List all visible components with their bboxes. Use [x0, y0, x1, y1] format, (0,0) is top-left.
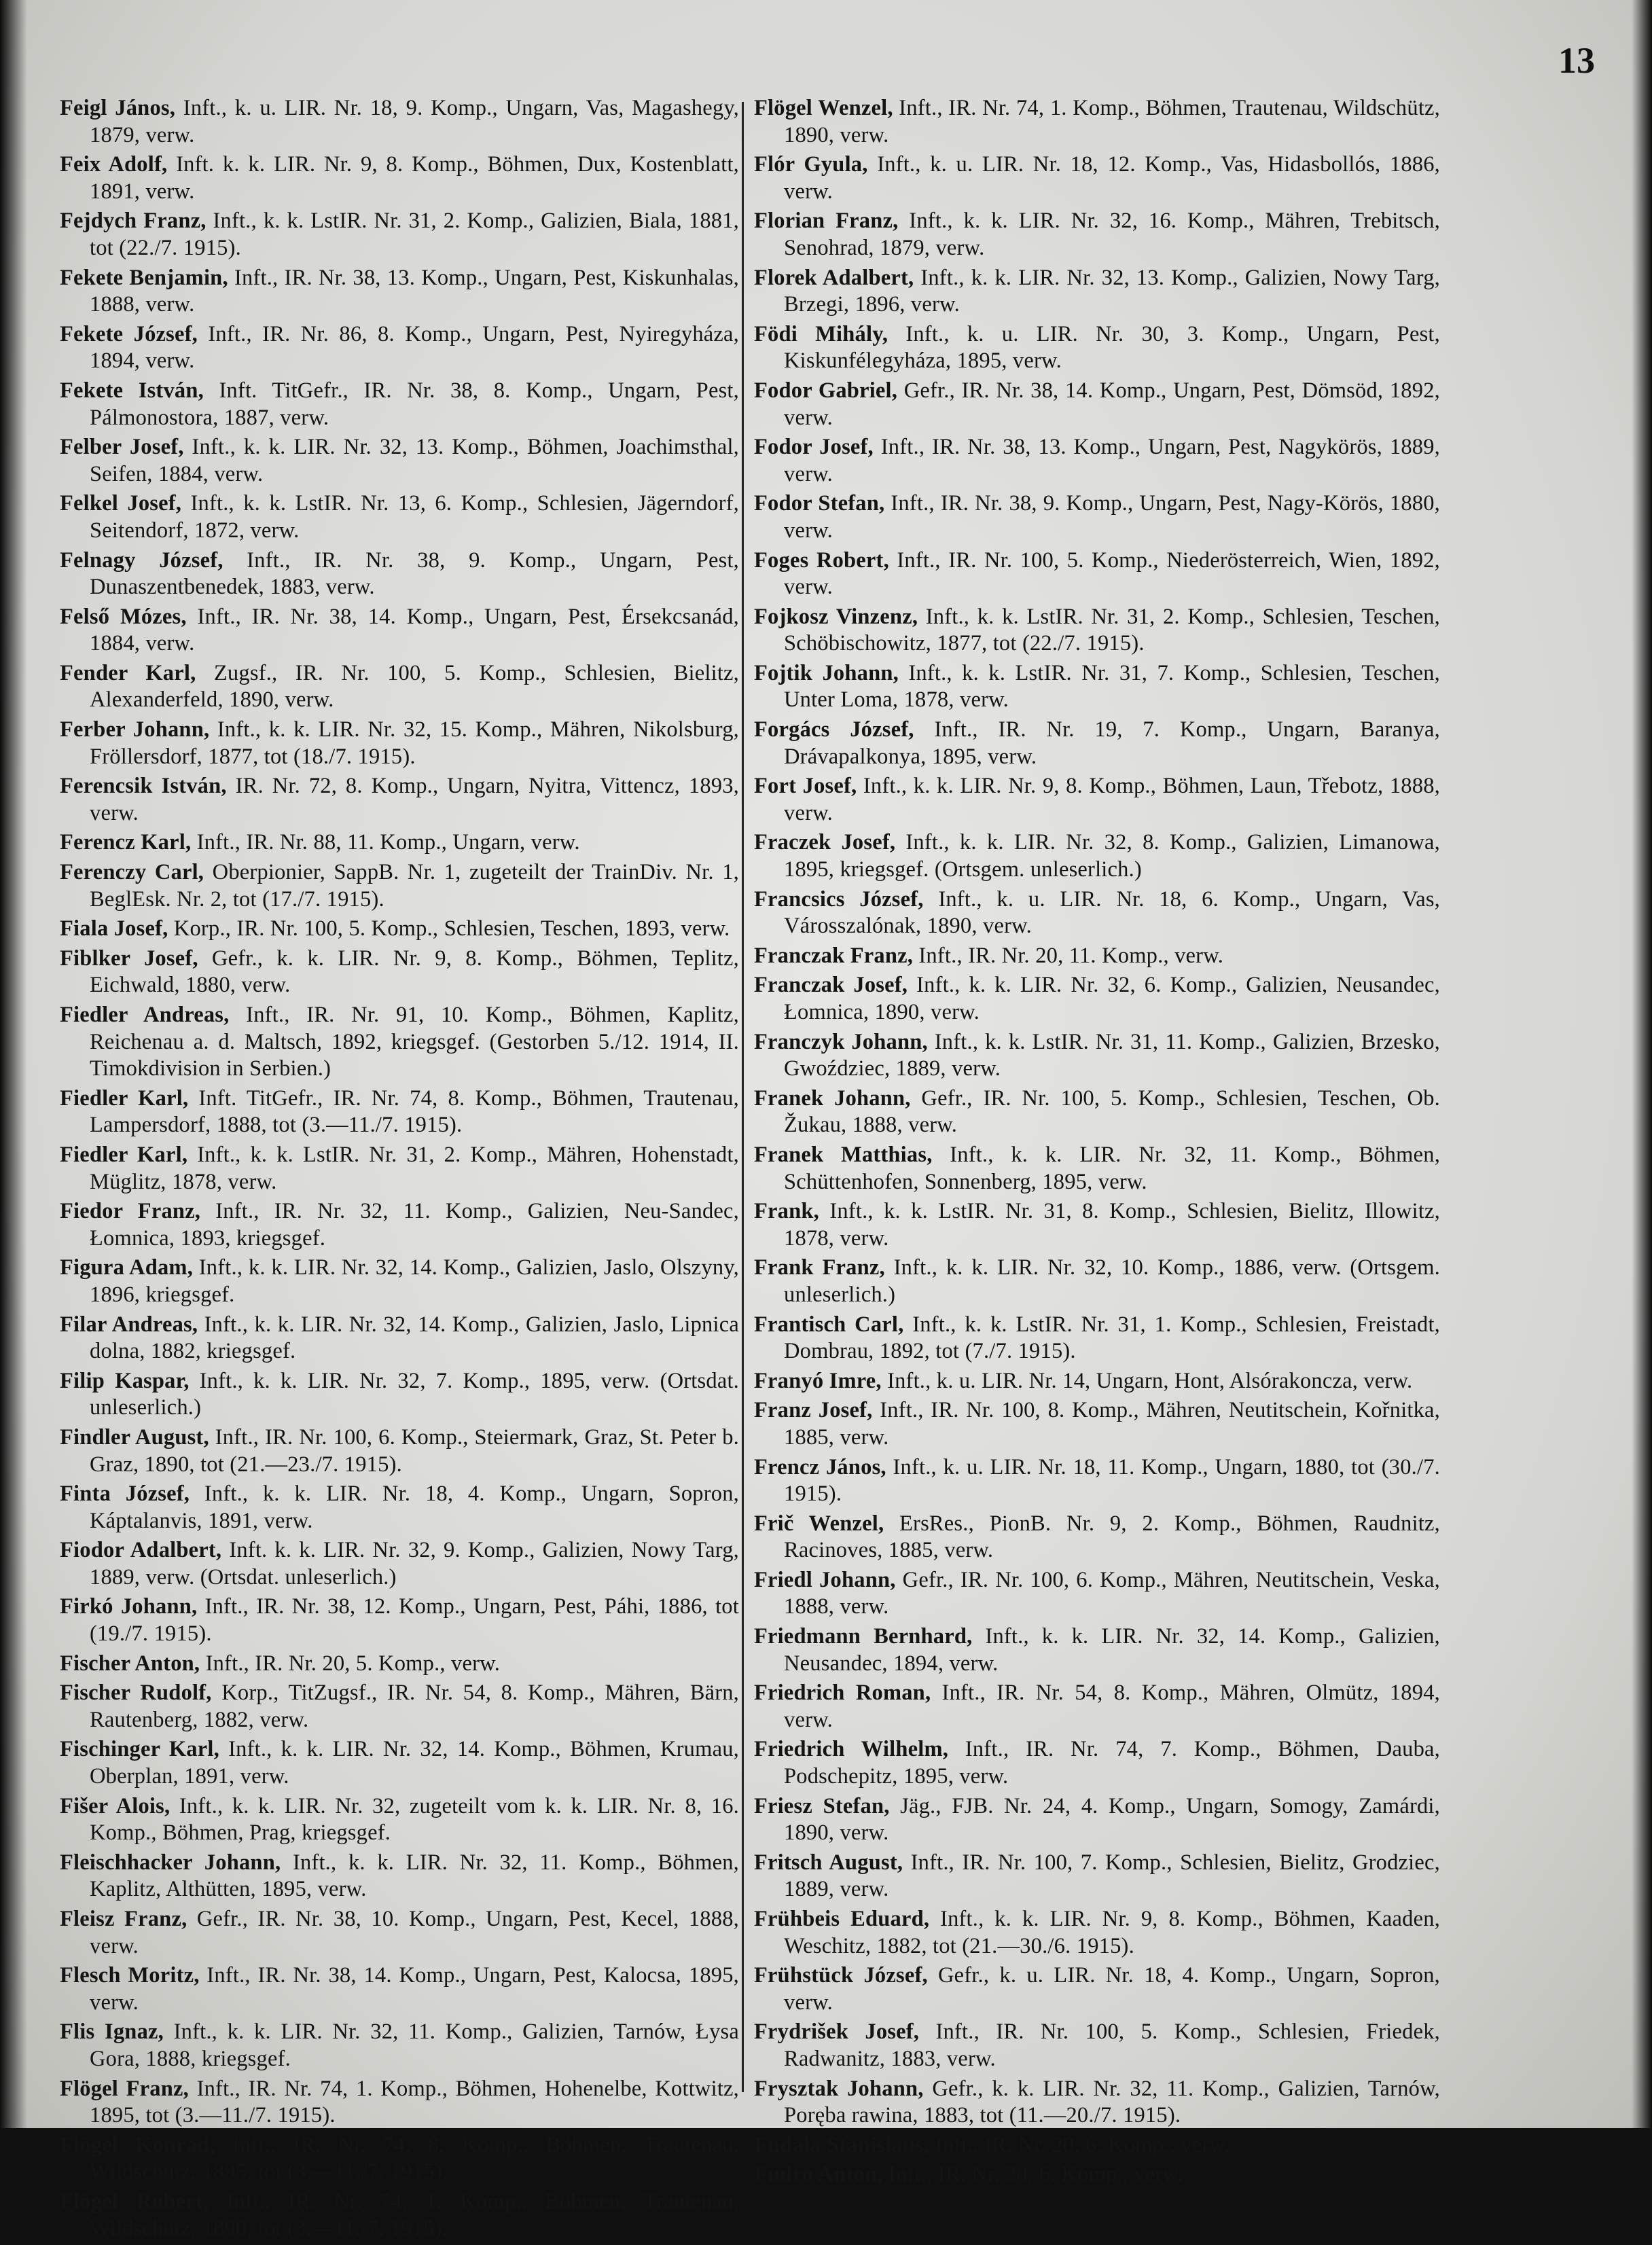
- entry-details: IR. Nr. 72, 8. Komp., Ungarn, Nyitra, Vittencz, 1893, verw.: [90, 774, 739, 825]
- entry-details: Inft., IR. Nr. 74, 1. Komp., Böhmen, Trautenau, Wildschütz, 1890, tot (3.—11./7. 1915).: [90, 2189, 739, 2241]
- roster-entry: [754, 1511, 1440, 1564]
- entry-details: Inft., k. k. LstIR. Nr. 31, 7. Komp., Schlesien, Teschen, Unter Loma, 1878, verw.: [784, 660, 1440, 713]
- entry-name: Fudro Anton,: [754, 2162, 883, 2187]
- roster-entry: [60, 1481, 739, 1534]
- entry-details: Inft., IR. Nr. 38, 9. Komp., Ungarn, Pest, Nagy-Körös, 1880, verw.: [784, 491, 1440, 543]
- entry-details: Inft., IR. Nr. 100, 8. Komp., Mähren, Neutitschein, Kořnitka, 1885, verw.: [784, 1398, 1441, 1450]
- entry-name: Ferber Johann,: [60, 717, 210, 742]
- roster-entry: [754, 1397, 1440, 1451]
- entry-name: Fritsch August,: [754, 1850, 903, 1875]
- roster-entry: [60, 946, 739, 999]
- roster-entry: [754, 378, 1440, 431]
- entry-details: Inft., k. k. LIR. Nr. 32, zugeteilt vom k. k. LIR. Nr. 8, 16. Komp., Böhmen, Prag, kriegsgef.: [90, 1793, 740, 1846]
- roster-entry: [754, 1906, 1440, 1960]
- roster-entry: [754, 1567, 1440, 1621]
- entry-name: Franczak Josef,: [754, 973, 908, 998]
- entry-name: Fiblker Josef,: [60, 946, 198, 971]
- roster-entry: [754, 1793, 1440, 1847]
- entry-details: Inft., IR. Nr. 88, 11. Komp., Ungarn, verw.: [191, 830, 580, 855]
- entry-name: Franz Josef,: [754, 1398, 873, 1423]
- roster-entry: [60, 1424, 739, 1478]
- entry-details: Inft., k. k. LIR. Nr. 32, 10. Komp., 1886, verw. (Ortsgem. unleserlich.): [784, 1255, 1441, 1307]
- entry-details: Inft., k. k. LstIR. Nr. 31, 2. Komp., Schlesien, Teschen, Schöbischowitz, 1877, tot (22./7. 1915).: [784, 604, 1441, 656]
- roster-entry: [60, 1651, 739, 1678]
- entry-name: Fischer Anton,: [60, 1651, 200, 1676]
- entry-name: Frank,: [754, 1199, 820, 1224]
- roster-entry: [60, 1198, 739, 1252]
- entry-name: Friedrich Wilhelm,: [754, 1737, 949, 1762]
- column-divider: [742, 102, 744, 2092]
- roster-entry: [60, 547, 739, 601]
- entry-name: Frank Franz,: [754, 1255, 885, 1280]
- entry-name: Filip Kaspar,: [60, 1368, 190, 1393]
- entry-details: Inft., k. k. LIR. Nr. 18, 4. Komp., Ungarn, Sopron, Káptalanvis, 1891, verw.: [90, 1481, 739, 1533]
- entry-details: Inft., IR. Nr. 38, 13. Komp., Ungarn, Pest, Nagykörös, 1889, verw.: [784, 435, 1441, 486]
- entry-name: Frantisch Carl,: [754, 1312, 904, 1337]
- entry-details: Inft. k. k. LIR. Nr. 9, 8. Komp., Böhmen, Dux, Kostenblatt, 1891, verw.: [90, 152, 739, 204]
- roster-entry: [60, 1537, 739, 1591]
- entry-details: Inft., IR. Nr. 20, 11. Komp., verw.: [913, 943, 1224, 968]
- entry-name: Fiedler Andreas,: [60, 1003, 230, 1027]
- entry-details: Inft., k. k. LIR. Nr. 32, 14. Komp., Böhmen, Krumau, Oberplan, 1891, verw.: [90, 1737, 739, 1789]
- entry-details: Inft., k. u. LIR. Nr. 18, 11. Komp., Ungarn, 1880, tot (30./7. 1915).: [784, 1454, 1440, 1507]
- roster-entry: [754, 265, 1440, 319]
- roster-entry: [60, 378, 739, 431]
- roster-entry: [754, 660, 1440, 714]
- entry-name: Frysztak Johann,: [754, 2076, 924, 2101]
- entry-name: Fudala Stanislaus,: [754, 2132, 930, 2157]
- entry-details: Inft., k. k. LIR. Nr. 32, 6. Komp., Galizien, Neusandec, Łomnica, 1890, verw.: [784, 973, 1440, 1024]
- entry-details: Inft., IR. Nr. 74, 7. Komp., Böhmen, Dauba, Podschepitz, 1895, verw.: [784, 1737, 1440, 1789]
- entry-name: Flór Gyula,: [754, 152, 868, 177]
- entry-details: Inft., IR. Nr. 74, 1. Komp., Böhmen, Hohenelbe, Kottwitz, 1895, tot (3.—11./7. 1915).: [90, 2076, 739, 2128]
- entry-name: Filar Andreas,: [60, 1312, 198, 1337]
- entry-name: Fodor Gabriel,: [754, 378, 898, 403]
- roster-entry: [60, 1368, 739, 1422]
- roster-entry: [754, 1623, 1440, 1677]
- entry-name: Fojkosz Vinzenz,: [754, 604, 918, 629]
- roster-entry: [754, 321, 1440, 375]
- roster-entry: [60, 773, 739, 827]
- roster-entry: [60, 95, 739, 149]
- roster-entry: [754, 972, 1440, 1026]
- roster-entry: [60, 660, 739, 714]
- roster-entry: [754, 95, 1440, 149]
- roster-entry: [754, 943, 1440, 970]
- roster-entry: [754, 1850, 1440, 1903]
- entry-details: Inft., k. k. LIR. Nr. 9, 8. Komp., Böhmen, Kaaden, Weschitz, 1882, tot (21.—30./6. 1915).: [784, 1907, 1440, 1958]
- roster-entry: [754, 1198, 1440, 1252]
- roster-entry: [754, 547, 1440, 601]
- entry-name: Fraczek Josef,: [754, 830, 896, 855]
- entry-name: Forgács József,: [754, 717, 914, 742]
- entry-details: Inft., k. k. LIR. Nr. 32, 14. Komp., Galizien, Jaslo, Olszyny, 1896, kriegsgef.: [90, 1255, 739, 1307]
- roster-entry: [60, 859, 739, 913]
- entry-name: Flis Ignaz,: [60, 2019, 164, 2045]
- entry-details: Gefr., IR. Nr. 100, 6. Komp., Mähren, Neutitschein, Veska, 1888, verw.: [784, 1567, 1440, 1619]
- entry-name: Fojtik Johann,: [754, 660, 899, 685]
- entry-details: Inft., IR. Nr. 38, 9. Komp., Ungarn, Pest, Dunaszentbenedek, 1883, verw.: [90, 547, 739, 600]
- entry-name: Frühstück József,: [754, 1963, 928, 1988]
- entry-name: Florian Franz,: [754, 209, 899, 234]
- roster-entry: [60, 829, 739, 857]
- roster-entry: [754, 2161, 1440, 2189]
- roster-entry: [754, 1255, 1440, 1308]
- entry-details: Inft., k. k. LstIR. Nr. 31, 1. Komp., Schlesien, Freistadt, Dombrau, 1892, tot (7./7. 1915).: [784, 1312, 1440, 1364]
- entry-details: Inft., k. k. LIR. Nr. 32, 11. Komp., Galizien, Tarnów, Łysa Gora, 1888, kriegsgef.: [90, 2019, 739, 2071]
- entry-name: Flögel Wenzel,: [754, 96, 893, 120]
- entry-name: Felkel Josef,: [60, 491, 182, 516]
- entry-name: Fodor Stefan,: [754, 491, 885, 516]
- roster-entry: [754, 208, 1440, 262]
- roster-entry: [754, 2132, 1440, 2159]
- entry-details: Inft., IR. Nr. 20, 6. Komp., verw.: [929, 2132, 1230, 2157]
- entry-details: Inft., k. k. LstIR. Nr. 31, 2. Komp., Mähren, Hohenstadt, Müglitz, 1878, verw.: [90, 1142, 739, 1194]
- roster-entry: [60, 1255, 739, 1308]
- entry-name: Fekete István,: [60, 378, 204, 403]
- entry-name: Feix Adolf,: [60, 152, 168, 177]
- entry-name: Friesz Stefan,: [754, 1793, 890, 1818]
- entry-details: Gefr., IR. Nr. 38, 14. Komp., Ungarn, Pest, Dömsöd, 1892, verw.: [784, 378, 1440, 430]
- entry-name: Fleisz Franz,: [60, 1907, 187, 1931]
- roster-entry: [754, 1680, 1440, 1734]
- roster-entry: [60, 2019, 739, 2072]
- entry-name: Friedl Johann,: [754, 1567, 896, 1592]
- entry-name: Frencz János,: [754, 1454, 886, 1479]
- entry-name: Fiedler Karl,: [60, 1142, 188, 1167]
- entry-name: Fekete József,: [60, 321, 198, 346]
- roster-entry: [60, 490, 739, 544]
- entry-name: Fišer Alois,: [60, 1793, 170, 1818]
- left-column: [60, 95, 739, 2245]
- entry-details: Gefr., IR. Nr. 100, 5. Komp., Schlesien, Teschen, Ob. Žukau, 1888, verw.: [784, 1085, 1440, 1138]
- entry-name: Franczyk Johann,: [754, 1029, 928, 1054]
- roster-entry: [60, 1793, 739, 1847]
- entry-name: Felber Josef,: [60, 435, 184, 460]
- roster-entry: [60, 2132, 739, 2186]
- entry-name: Finta József,: [60, 1481, 190, 1507]
- roster-entry: [60, 1002, 739, 1083]
- roster-entry: [60, 434, 739, 488]
- roster-entry: [754, 490, 1440, 544]
- entry-name: Fodor Josef,: [754, 435, 874, 460]
- entry-name: Fiedler Karl,: [60, 1085, 189, 1111]
- roster-entry: [754, 434, 1440, 488]
- entry-name: Franyó Imre,: [754, 1368, 882, 1393]
- entry-name: Florek Adalbert,: [754, 265, 914, 290]
- entry-details: Inft., k. k. LIR. Nr. 32, 8. Komp., Galizien, Limanowa, 1895, kriegsgef. (Ortsgem. unleserlich.): [784, 830, 1441, 882]
- entry-name: Franek Matthias,: [754, 1142, 933, 1167]
- entry-name: Feigl János,: [60, 96, 176, 120]
- entry-details: Inft., k. k. LIR. Nr. 32, 15. Komp., Mähren, Nikolsburg, Fröllersdorf, 1877, tot (18./7. 1915).: [90, 717, 739, 769]
- roster-entry: [60, 321, 739, 375]
- entry-details: Inft., k. k. LstIR. Nr. 31, 11. Komp., Galizien, Brzesko, Gwoździec, 1889, verw.: [784, 1029, 1440, 1081]
- entry-details: Inft., IR. Nr. 100, 6. Komp., Steiermark, Graz, St. Peter b. Graz, 1890, tot (21.—23./7. 1915).: [90, 1424, 740, 1477]
- entry-details: Inft., k. k. LstIR. Nr. 31, 2. Komp., Galizien, Biala, 1881, tot (22./7. 1915).: [90, 209, 739, 260]
- entry-details: Inft., IR. Nr. 38, 12. Komp., Ungarn, Pest, Páhi, 1886, tot (19./7. 1915).: [90, 1594, 739, 1647]
- entry-details: Jäg., FJB. Nr. 24, 4. Komp., Ungarn, Somogy, Zamárdi, 1890, verw.: [784, 1793, 1440, 1846]
- roster-entry: [754, 1962, 1440, 2016]
- entry-name: Friedrich Roman,: [754, 1681, 931, 1706]
- roster-entry: [60, 1962, 739, 2016]
- roster-entry: [754, 1312, 1440, 1365]
- roster-entry: [60, 1680, 739, 1734]
- entry-details: Inft., IR. Nr. 20, 6. Komp., verw.: [882, 2162, 1183, 2187]
- entry-name: Firkó Johann,: [60, 1594, 198, 1619]
- entry-details: Inft., k. k. LstIR. Nr. 31, 8. Komp., Schlesien, Bielitz, Illowitz, 1878, verw.: [784, 1199, 1440, 1251]
- entry-name: Fort Josef,: [754, 774, 857, 799]
- entry-name: Francsics József,: [754, 886, 924, 912]
- roster-entry: [754, 717, 1440, 770]
- roster-entry: [754, 1454, 1440, 1508]
- entry-details: Inft., k. k. LIR. Nr. 32, 11. Komp., Böhmen, Schüttenhofen, Sonnenberg, 1895, verw.: [784, 1142, 1441, 1194]
- entry-details: Gefr., k. u. LIR. Nr. 18, 4. Komp., Ungarn, Sopron, verw.: [784, 1963, 1440, 2015]
- entry-details: Inft., IR. Nr. 86, 8. Komp., Ungarn, Pest, Nyiregyháza, 1894, verw.: [90, 321, 739, 374]
- entry-details: Inft. TitGefr., IR. Nr. 74, 8. Komp., Böhmen, Trautenau, Lampersdorf, 1888, tot (3.—11./7. 1915).: [90, 1085, 740, 1138]
- entry-name: Fischinger Karl,: [60, 1737, 219, 1762]
- entry-name: Flögel Franz,: [60, 2076, 189, 2101]
- roster-entry: [754, 773, 1440, 827]
- entry-name: Friedmann Bernhard,: [754, 1624, 973, 1649]
- entry-details: Inft., IR. Nr. 38, 14. Komp., Ungarn, Pest, Érsekcsanád, 1884, verw.: [90, 604, 739, 656]
- entry-details: Inft., IR. Nr. 38, 14. Komp., Ungarn, Pest, Kalocsa, 1895, verw.: [90, 1963, 739, 2015]
- roster-entry: [60, 265, 739, 319]
- entry-name: Felső Mózes,: [60, 604, 187, 629]
- entry-details: Inft., k. k. LIR. Nr. 32, 7. Komp., 1895, verw. (Ortsdat. unleserlich.): [90, 1368, 740, 1420]
- roster-entry: [754, 1085, 1440, 1139]
- roster-entry: [754, 2076, 1440, 2130]
- roster-entry: [60, 604, 739, 658]
- roster-entry: [60, 2189, 739, 2242]
- entry-name: Findler August,: [60, 1424, 209, 1450]
- entry-details: Inft., IR. Nr. 74, 1. Komp., Böhmen, Trautenau, Wildschütz, 1890, verw.: [784, 96, 1440, 147]
- entry-name: Figura Adam,: [60, 1255, 194, 1280]
- entry-name: Fiodor Adalbert,: [60, 1538, 222, 1563]
- roster-entry: [60, 151, 739, 205]
- entry-name: Ferencsik István,: [60, 774, 227, 799]
- entry-details: Inft., k. k. LIR. Nr. 32, 13. Komp., Galizien, Nowy Targ, Brzegi, 1896, verw.: [784, 265, 1440, 317]
- entry-name: Frydrišek Josef,: [754, 2019, 920, 2045]
- roster-entry: [754, 1142, 1440, 1196]
- roster-entry: [60, 1085, 739, 1139]
- entry-details: Korp., TitZugsf., IR. Nr. 54, 8. Komp., Mähren, Bärn, Rautenberg, 1882, verw.: [90, 1681, 740, 1732]
- entry-name: Ferenczy Carl,: [60, 860, 204, 885]
- entry-details: Inft., k. u. LIR. Nr. 14, Ungarn, Hont, Alsórakoncza, verw.: [881, 1368, 1413, 1393]
- roster-entry: [60, 1312, 739, 1365]
- entry-details: Inft., k. k. LIR. Nr. 9, 8. Komp., Böhmen, Laun, Třebotz, 1888, verw.: [784, 774, 1440, 825]
- entry-details: Inft., k. u. LIR. Nr. 18, 6. Komp., Ungarn, Vas, Városszalónak, 1890, verw.: [784, 886, 1440, 939]
- roster-entry: [754, 886, 1440, 940]
- entry-name: Fischer Rudolf,: [60, 1681, 212, 1706]
- entry-name: Franczak Franz,: [754, 943, 914, 968]
- entry-details: Inft., k. u. LIR. Nr. 30, 3. Komp., Ungarn, Pest, Kiskunfélegyháza, 1895, verw.: [784, 321, 1440, 374]
- entry-name: Fleischhacker Johann,: [60, 1850, 281, 1875]
- roster-entry: [60, 208, 739, 262]
- roster-entry: [60, 1594, 739, 1647]
- roster-entry: [60, 1906, 739, 1960]
- roster-entry: [60, 1142, 739, 1196]
- entry-details: Inft. TitGefr., IR. Nr. 38, 8. Komp., Ungarn, Pest, Pálmonostora, 1887, verw.: [90, 378, 739, 430]
- roster-entry: [754, 1736, 1440, 1790]
- entry-details: Inft., IR. Nr. 100, 7. Komp., Schlesien, Bielitz, Grodziec, 1889, verw.: [784, 1850, 1440, 1902]
- roster-entry: [754, 151, 1440, 205]
- roster-entry: [754, 1368, 1440, 1395]
- entry-name: Fejdych Franz,: [60, 209, 206, 234]
- entry-details: Inft., k. k. LIR. Nr. 32, 13. Komp., Böhmen, Joachimsthal, Seifen, 1884, verw.: [90, 435, 739, 486]
- scan-border-left: [0, 0, 27, 2128]
- entry-name: Frühbeis Eduard,: [754, 1907, 930, 1931]
- entry-name: Ferencz Karl,: [60, 830, 192, 855]
- entry-name: Fiedor Franz,: [60, 1199, 201, 1224]
- entry-name: Födi Mihály,: [754, 321, 888, 346]
- entry-details: Inft., k. k. LIR. Nr. 32, 14. Komp., Galizien, Neusandec, 1894, verw.: [784, 1624, 1440, 1676]
- entry-details: Inft., IR. Nr. 74, 8. Komp., Böhmen, Trautenau, Wildschütz, 1895, tot (3.—11./7. 1915).: [90, 2132, 739, 2185]
- entry-details: Oberpionier, SappB. Nr. 1, zugeteilt der TrainDiv. Nr. 1, BeglEsk. Nr. 2, tot (17./7. 1915).: [90, 860, 739, 912]
- roster-entry: [60, 916, 739, 943]
- entry-details: Inft., k. k. LIR. Nr. 32, 16. Komp., Mähren, Trebitsch, Senohrad, 1879, verw.: [784, 209, 1440, 260]
- roster-entry: [60, 1850, 739, 1903]
- roster-entry: [754, 829, 1440, 883]
- roster-entry: [754, 604, 1440, 658]
- entry-details: Inft., IR. Nr. 91, 10. Komp., Böhmen, Kaplitz, Reichenau a. d. Maltsch, 1892, kriegsgef. (Gestorben 5./12. 1914, II. Timokdivision in Serbien.): [90, 1003, 739, 1081]
- entry-details: Inft., k. u. LIR. Nr. 18, 9. Komp., Ungarn, Vas, Magashegy, 1879, verw.: [90, 96, 739, 147]
- entry-details: Inft., k. k. LIR. Nr. 32, 11. Komp., Böhmen, Kaplitz, Althütten, 1895, verw.: [90, 1850, 740, 1902]
- entry-details: Inft. k. k. LIR. Nr. 32, 9. Komp., Galizien, Nowy Targ, 1889, verw. (Ortsdat. unleserlich.): [90, 1538, 739, 1590]
- entry-name: Foges Robert,: [754, 547, 889, 573]
- roster-entry: [60, 1736, 739, 1790]
- scan-border-right: [1632, 0, 1652, 2128]
- entry-details: ErsRes., PionB. Nr. 9, 2. Komp., Böhmen, Raudnitz, Racinoves, 1885, verw.: [784, 1511, 1440, 1563]
- entry-name: Fender Karl,: [60, 660, 196, 685]
- entry-details: Korp., IR. Nr. 100, 5. Komp., Schlesien, Teschen, 1893, verw.: [168, 916, 730, 941]
- entry-name: Franek Johann,: [754, 1085, 911, 1111]
- entry-details: Inft., IR. Nr. 20, 5. Komp., verw.: [200, 1651, 501, 1676]
- entry-name: Fekete Benjamin,: [60, 265, 228, 290]
- entry-details: Inft., IR. Nr. 54, 8. Komp., Mähren, Olmütz, 1894, verw.: [784, 1681, 1440, 1732]
- entry-details: Gefr., IR. Nr. 38, 10. Komp., Ungarn, Pest, Kecel, 1888, verw.: [90, 1907, 739, 1958]
- right-column: [754, 95, 1440, 2191]
- entry-name: Flögel Robert,: [60, 2189, 209, 2214]
- entry-details: Inft., k. k. LstIR. Nr. 13, 6. Komp., Schlesien, Jägerndorf, Seitendorf, 1872, verw.: [90, 491, 739, 543]
- entry-name: Fiala Josef,: [60, 916, 168, 941]
- entry-details: Inft., k. u. LIR. Nr. 18, 12. Komp., Vas, Hidasbollós, 1886, verw.: [784, 152, 1440, 204]
- entry-details: Inft., IR. Nr. 100, 5. Komp., Schlesien, Friedek, Radwanitz, 1883, verw.: [784, 2019, 1440, 2071]
- entry-name: Flögel Konrad,: [60, 2132, 215, 2157]
- entry-name: Frič Wenzel,: [754, 1511, 884, 1536]
- entry-details: Gefr., k. k. LIR. Nr. 9, 8. Komp., Böhmen, Teplitz, Eichwald, 1880, verw.: [90, 946, 739, 998]
- entry-details: Inft., IR. Nr. 100, 5. Komp., Niederösterreich, Wien, 1892, verw.: [784, 547, 1441, 600]
- entry-details: Inft., IR. Nr. 38, 13. Komp., Ungarn, Pest, Kiskunhalas, 1888, verw.: [90, 265, 739, 317]
- entry-details: Inft., IR. Nr. 32, 11. Komp., Galizien, Neu-Sandec, Łomnica, 1893, kriegsgef.: [90, 1199, 739, 1251]
- entry-name: Flesch Moritz,: [60, 1963, 200, 1988]
- roster-entry: [60, 2076, 739, 2130]
- entry-details: Inft., IR. Nr. 19, 7. Komp., Ungarn, Baranya, Drávapalkonya, 1895, verw.: [784, 717, 1441, 769]
- entry-name: Felnagy József,: [60, 547, 223, 573]
- roster-entry: [60, 717, 739, 770]
- roster-entry: [754, 2019, 1440, 2072]
- entry-details: Inft., k. k. LIR. Nr. 32, 14. Komp., Galizien, Jaslo, Lipnica dolna, 1882, kriegsgef.: [90, 1312, 739, 1364]
- roster-entry: [754, 1029, 1440, 1083]
- entry-details: Gefr., k. k. LIR. Nr. 32, 11. Komp., Galizien, Tarnów, Poręba rawina, 1883, tot (11.—20./7. 1915).: [784, 2076, 1440, 2128]
- entry-details: Zugsf., IR. Nr. 100, 5. Komp., Schlesien, Bielitz, Alexanderfeld, 1890, verw.: [90, 660, 739, 713]
- page-number: 13: [1558, 40, 1595, 81]
